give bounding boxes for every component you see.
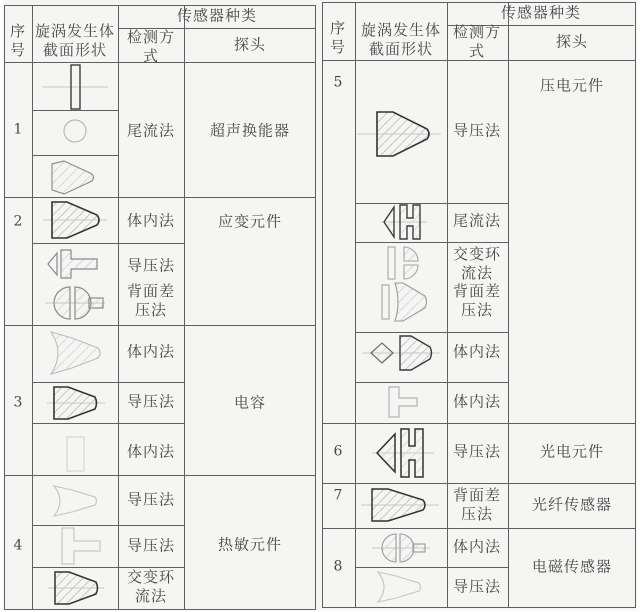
shape-triangle-aitch-hatched (381, 203, 427, 241)
grid-line (5, 475, 315, 476)
probe-label: 电容 (233, 393, 267, 412)
col-header-probe: 探头 (555, 32, 589, 51)
probe-label: 光纤传感器 (531, 495, 613, 514)
method-label: 导压法 (126, 490, 176, 509)
shape-split-circle-tee-hatched (45, 283, 105, 323)
shape-wedge-hatched (48, 158, 102, 196)
shape-triangle-tee-hatched (45, 248, 105, 280)
col-header-seq: 序号 (9, 22, 26, 59)
shape-chevron (46, 329, 106, 377)
method-label: 交变环流法 (452, 245, 501, 282)
grid-line (32, 382, 184, 383)
grid-line (323, 423, 635, 424)
method-label: 导压法 (126, 392, 176, 411)
probe-label: 热敏元件 (217, 535, 283, 554)
method-label: 体内法 (452, 392, 502, 411)
method-label: 体内法 (126, 342, 176, 361)
shape-split-circle-tee-hatched (372, 531, 430, 565)
probe-label: 应变元件 (217, 212, 283, 231)
shape-trapezoid-hatched (47, 384, 105, 422)
method-label: 导压法 (452, 577, 502, 596)
shape-trapezoid-hatched (48, 568, 104, 608)
shape-flat-bar (40, 62, 110, 112)
grid-line (323, 528, 635, 529)
probe-label: 超声换能器 (209, 121, 291, 140)
grid-line (447, 3, 448, 607)
col-header-sensor-type: 传感器种类 (176, 6, 258, 25)
shape-tee-bar (48, 525, 104, 567)
col-header-sensor-type: 传感器种类 (500, 3, 582, 22)
col-header-method: 检测方式 (126, 28, 175, 65)
col-header-method: 检测方式 (452, 23, 501, 60)
grid-line (355, 3, 356, 607)
shape-circle (60, 116, 90, 146)
probe-label: 电磁传感器 (531, 557, 613, 576)
shape-chevron (374, 570, 426, 604)
probe-label: 光电元件 (539, 442, 605, 461)
method-label: 尾流法 (126, 121, 176, 140)
grid-line (355, 382, 508, 383)
method-label: 体内法 (452, 342, 502, 361)
shape-trapezoid-hatched (361, 485, 439, 525)
method-label: 导压法 (452, 121, 502, 140)
method-label: 导压法 (452, 442, 502, 461)
grid-line (32, 243, 184, 244)
shape-trapezoid-hatched (43, 198, 107, 242)
shape-tee-bar (380, 385, 424, 419)
row-no: 5 (333, 74, 343, 91)
method-label: 导压法 (126, 256, 176, 275)
col-header-shape: 旋涡发生体截面形状 (360, 21, 441, 58)
row-no: 7 (333, 487, 343, 504)
grid-line (32, 155, 118, 156)
grid-line (355, 203, 508, 204)
grid-line (323, 483, 635, 484)
method-label: 背面差压法 (452, 282, 501, 319)
row-no: 3 (13, 394, 23, 411)
method-label: 体内法 (452, 537, 502, 556)
grid-line (184, 6, 185, 609)
grid-line (32, 423, 184, 424)
row-no: 4 (13, 537, 23, 554)
row-no: 1 (13, 121, 23, 138)
shape-diamond-trapezoid-hatched (362, 332, 440, 374)
col-header-probe: 探头 (233, 35, 267, 54)
method-label: 背面差压法 (452, 486, 501, 523)
grid-line (118, 6, 119, 609)
method-label: 体内法 (126, 211, 176, 230)
shape-trapezoid-hatched (357, 107, 441, 161)
grid-line (508, 3, 509, 607)
grid-line (5, 325, 315, 326)
method-label: 背面差压法 (126, 282, 175, 319)
col-header-seq: 序号 (329, 19, 346, 56)
shape-chevron (50, 484, 102, 518)
row-no: 2 (13, 213, 23, 230)
method-label: 体内法 (126, 442, 176, 461)
row-no: 8 (333, 558, 343, 575)
page-margin-left (0, 0, 3, 612)
grid-line (32, 6, 33, 609)
shape-bar-split-disc-hatched (384, 245, 424, 281)
grid-line (355, 242, 508, 243)
shape-rectangle (64, 435, 88, 473)
method-label: 交变环流法 (126, 568, 175, 605)
method-label: 导压法 (126, 536, 176, 555)
shape-bar-wedge-hatched (380, 281, 432, 323)
row-no: 6 (333, 443, 343, 460)
col-header-shape: 旋涡发生体截面形状 (34, 22, 115, 59)
grid-line (355, 567, 508, 568)
method-label: 尾流法 (452, 211, 502, 230)
probe-label: 压电元件 (539, 76, 605, 95)
shape-triangle-aitch-hatched (372, 427, 434, 479)
